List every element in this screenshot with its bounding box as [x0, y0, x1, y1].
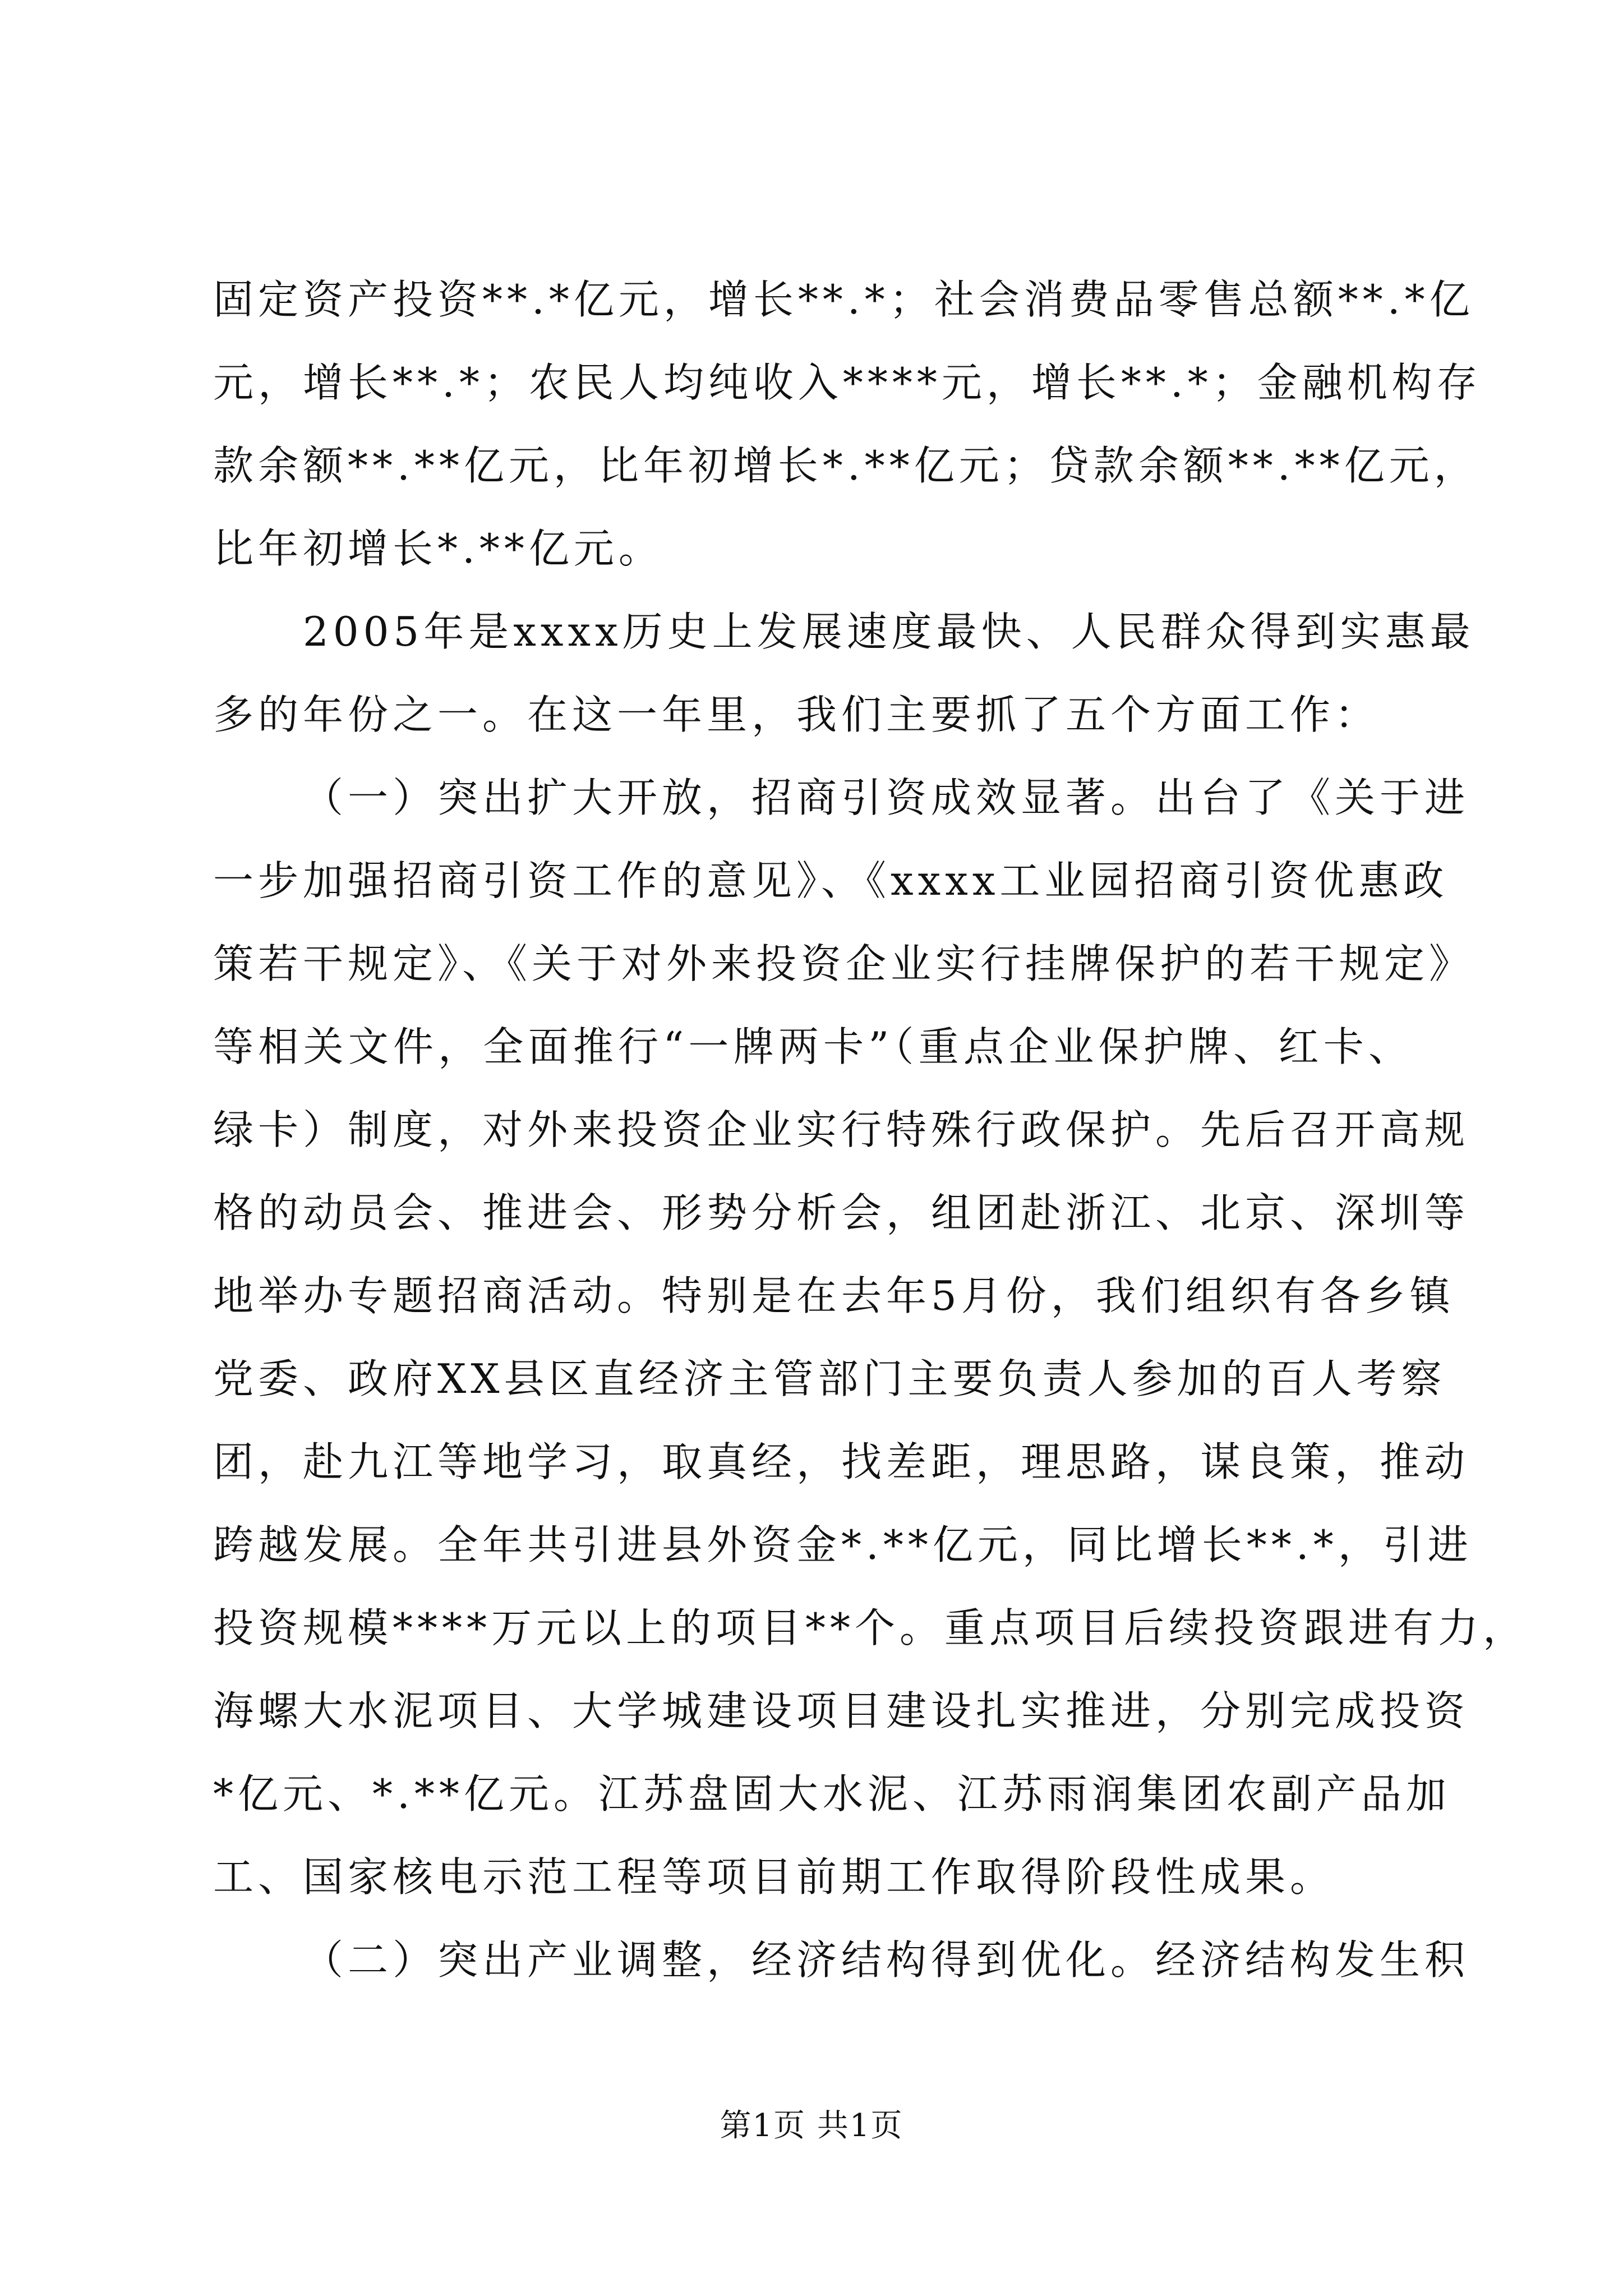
- page-number-footer: 第1页 共1页: [720, 2108, 903, 2144]
- paragraph-3-line-12: 海螺大水泥项目、大学城建设项目建设扎实推进，分别完成投资: [213, 1687, 1470, 1734]
- paragraph-1-line-2: 元，增长**.*；农民人均纯收入****元，增长**.*；金融机构存: [213, 359, 1482, 406]
- paragraph-3-line-13: *亿元、*.**亿元。江苏盘固大水泥、江苏雨润集团农副产品加: [213, 1770, 1451, 1818]
- paragraph-3-line-5: 绿卡）制度，对外来投资企业实行特殊行政保护。先后召开高规: [213, 1106, 1470, 1153]
- paragraph-3-line-10: 跨越发展。全年共引进县外资金*.**亿元，同比增长**.*，引进: [213, 1521, 1473, 1568]
- paragraph-3-line-2: 一步加强招商引资工作的意见》、《xxxx工业园招商引资优惠政: [213, 857, 1449, 904]
- paragraph-3-line-3: 策若干规定》、《关于对外来投资企业实行挂牌保护的若干规定》: [213, 940, 1474, 987]
- paragraph-3-line-9: 团，赴九江等地学习，取真经，找差距，理思路，谋良策，推动: [213, 1438, 1470, 1485]
- paragraph-1-line-4: 比年初增长*.**亿元。: [213, 525, 663, 572]
- paragraph-2-line-2: 多的年份之一。在这一年里，我们主要抓了五个方面工作：: [213, 691, 1380, 738]
- paragraph-3-line-1: （一）突出扩大开放，招商引资成效显著。出台了《关于进: [303, 774, 1470, 821]
- paragraph-2-line-1: 2005年是xxxx历史上发展速度最快、人民群众得到实惠最: [303, 608, 1475, 655]
- paragraph-1-line-1: 固定资产投资**.*亿元，增长**.*；社会消费品零售总额**.*亿: [213, 276, 1474, 323]
- paragraph-1-line-3: 款余额**.**亿元，比年初增长*.**亿元；贷款余额**.**亿元，: [213, 442, 1479, 489]
- paragraph-3-line-14: 工、国家核电示范工程等项目前期工作取得阶段性成果。: [213, 1853, 1335, 1901]
- paragraph-4-line-1: （二）突出产业调整，经济结构得到优化。经济结构发生积: [303, 1936, 1470, 1984]
- paragraph-3-line-4: 等相关文件，全面推行“一牌两卡”（重点企业保护牌、红卡、: [213, 1023, 1413, 1070]
- paragraph-3-line-11: 投资规模****万元以上的项目**个。重点项目后续投资跟进有力，: [213, 1604, 1528, 1651]
- paragraph-3-line-8: 党委、政府XX县区直经济主管部门主要负责人参加的百人考察: [213, 1355, 1446, 1402]
- document-body: [213, 258, 1528, 2001]
- paragraph-3-line-7: 地举办专题招商活动。特别是在去年5月份，我们组织有各乡镇: [213, 1272, 1455, 1319]
- paragraph-3-line-6: 格的动员会、推进会、形势分析会，组团赴浙江、北京、深圳等: [213, 1189, 1470, 1236]
